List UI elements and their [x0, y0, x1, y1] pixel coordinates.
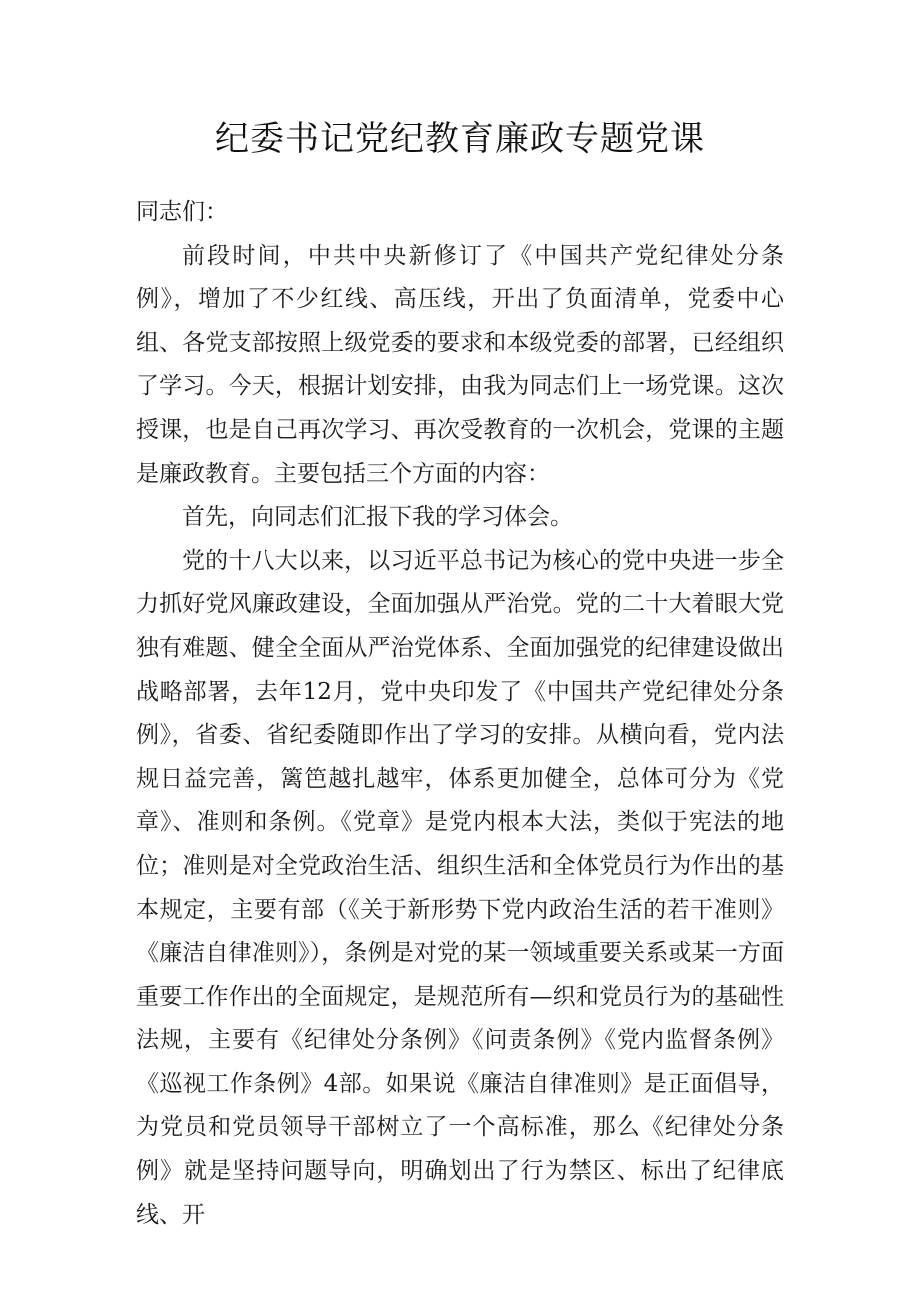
salutation: 同志们： — [136, 199, 228, 225]
paragraph-intro: 前段时间，中共中央新修订了《中国共产党纪律处分条例》，增加了不少红线、高压线，开出了负面清单，党委中心组、各党支部按照上级党委的要求和本级党委的部署，已经组织了学习。今天，根据计划安排，由我为同志们上一场党课。这次授课，也是自己再次学习、再次受教育的一次机会，党课的主题是廉政教育。主要包括三个方面的内容： — [136, 242, 784, 487]
paragraph-party-regulations: 党的十八大以来，以习近平总书记为核心的党中央进一步全力抓好党风廉政建设，全面加强从严治党。党的二十大着眼大党独有难题、健全全面从严治党体系、全面加强党的纪律建设做出战略部署，去年12月，党中央印发了《中国共产党纪律处分条例》，省委、省纪委随即作出了学习的安排。从横向看，党内法规日益完善，篱笆越扎越牢，体系更加健全，总体可分为《党章》、准则和条例。《党章》是党内根本大法，类似于宪法的地位；准则是对全党政治生活、组织生活和全体党员行为作出的基本规定，主要有部（《关于新形势下党内政治生活的若干准则》《廉洁自律准则》），条例是对党的某一领域重要关系或某一方面重要工作作出的全面规定，是规范所有—织和党员行为的基础性法规，主要有《纪律处分条例》《问责条例》《党内监督条例》《巡视工作条例》4部。如果说《廉洁自律准则》是正面倡导，为党员和党员领导干部树立了一个高标准，那么《纪律处分条例》就是坚持问题导向，明确划出了行为禁区、标出了纪律底线、开 — [136, 547, 784, 1228]
paragraph-first-point: 首先，向同志们汇报下我的学习体会。 — [182, 504, 573, 531]
document-body — [136, 191, 784, 1237]
document-title: 纪委书记党纪教育廉政专题党课 — [215, 119, 705, 159]
